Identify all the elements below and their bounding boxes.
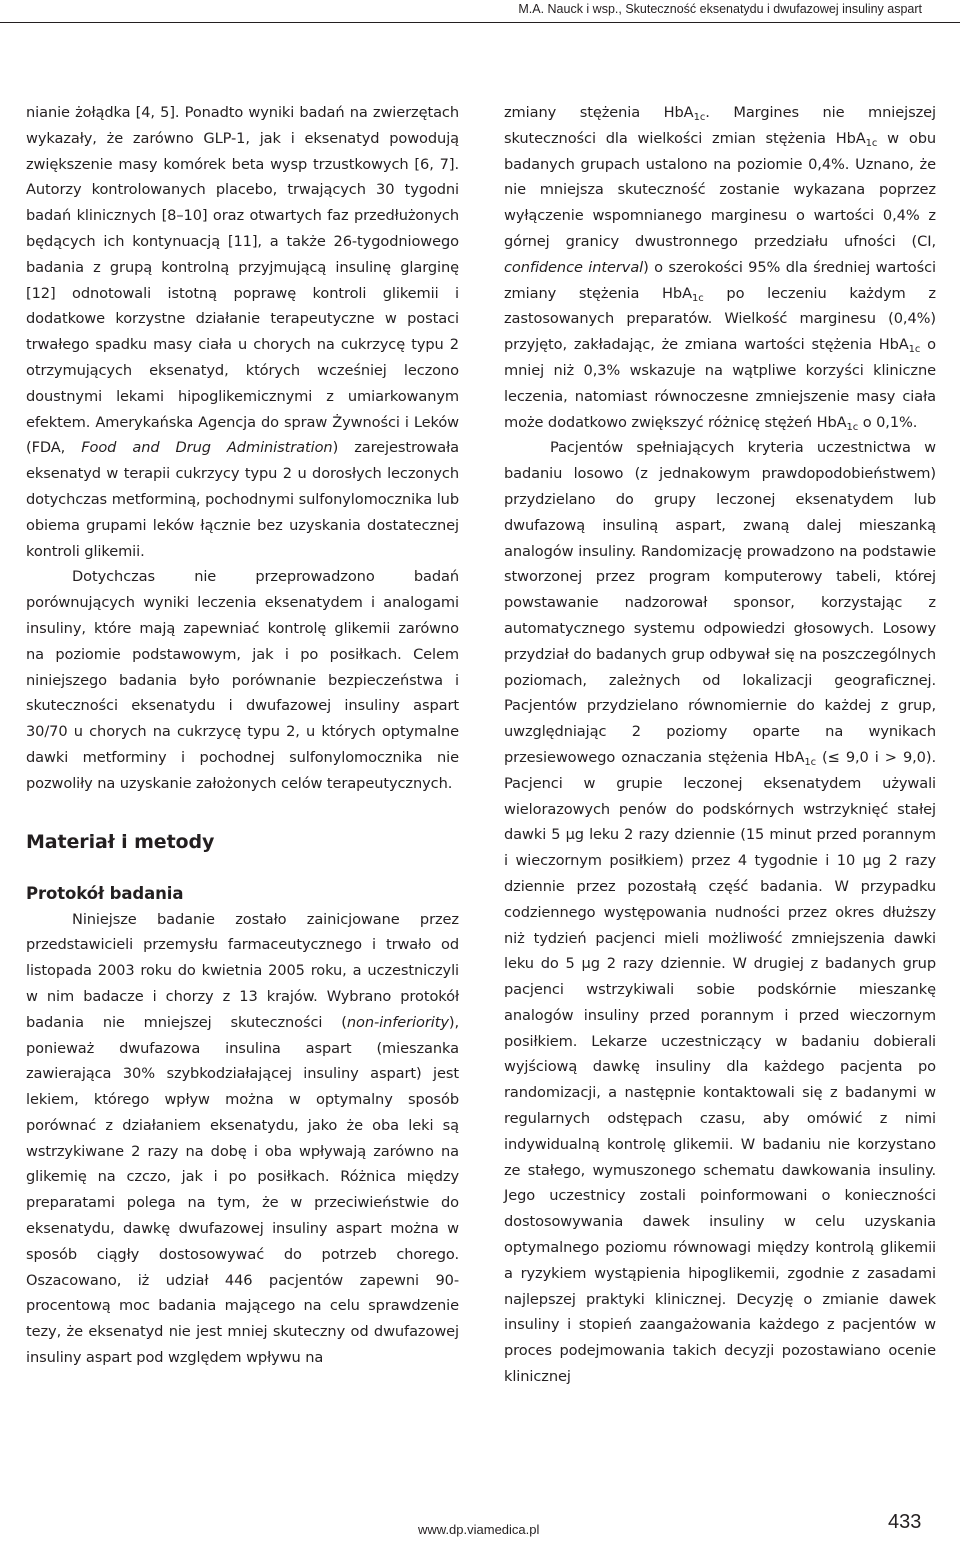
left-paragraph-2: Dotychczas nie przeprowadzono badań porównujących wyniki leczenia eksenatydem i analogami insuliny, które mają zapewniać kontrolę glikemii zarówno na poziomie podstawowym, jak i po posiłkach. Celem niniejszego badania było porównanie bezpieczeństwa i skuteczności eksenatydu i dwufazowej insuliny aspart 30/70 u chorych na cukrzycę typu 2, u których optymalne dawki metforminy i pochodnej sulfonylomocznika nie pozwoliły na uzyskanie założonych celów terapeutycznych. [26, 568, 459, 792]
text-run: Niniejsze badanie zostało zainicjowane przez przedstawicieli przemysłu farmaceutycznego i trwało od listopada 2003 roku do kwietnia 2005 roku, a uczestniczyli w nim badacze i chorzy z 13 krajów. Wybrano protokół badania nie mniejszej skuteczności ( [26, 910, 459, 1031]
text-run: . Margines nie mniejszej skuteczności dla wielkości zmian stężenia HbA [504, 104, 936, 147]
subscript: 1c [865, 137, 878, 149]
running-title: M.A. Nauck i wsp., Skuteczność eksenatydu i dwufazowej insuliny aspart [518, 2, 922, 16]
text-run: o mniej niż 0,3% wskazuje na wątpliwe korzyści kliniczne leczenia, natomiast równoczesne zmniejszenie masy ciała może dodatkowo zwiększyć różnicę stężeń HbA [504, 336, 936, 431]
text-run: nianie żołądka [4, 5]. Ponadto wyniki badań na zwierzętach wykazały, że zarówno GLP-1, jak i eksenatyd powodują zwiększenie masy komórek beta wysp trzustkowych [6, 7]. Autorzy kontrolowanych placebo, trwających 30 tygodni badań klinicznych [8–10] oraz otwartych faz przedłużonych będących ich kontynuacją [11], a także 26-tygodniowego badania z grupą kontrolną przyjmującą insulinę glarginę [12] odnotowali istotną poprawę kontroli glikemii i dodatkowe korzystne działanie terapeutyczne w postaci trwałego spadku masy ciała u chorych na cukrzycę typu 2 otrzymujących eksenatyd, których wcześniej leczono doustnymi lekami hipoglikemicznymi z umiarkowanym efektem. Amerykańska Agencja do spraw Żywności i Leków (FDA, [26, 104, 459, 457]
text-run: po leczeniu każdym z zastosowanych preparatów. Wielkość marginesu (0,4%) przyjęto, zakładając, że zmiana wartości stężenia HbA [504, 284, 936, 354]
subsection-heading: Protokół badania [26, 883, 184, 903]
text-run: Pacjentów spełniających kryteria uczestnictwa w badaniu losowo (z jednakowym prawdopodobieństwem) przydzielano do grupy leczonej eksenatydem lub dwufazową insuliną aspart, zwaną dalej mieszanką analogów insuliny. Randomizację prowadzono na podstawie stworzonej przez program komputerowy tabeli, której powstawanie nadzorował sponsor, korzystając z automatycznego systemu odpowiedzi głosowych. Losowy przydział do badanych grup odbywał się na poszczególnych poziomach, zależnych od lokalizacji geograficznej. Pacjentów przydzielano równomiernie do każdej z grup, uwzględniając 2 poziomy oparte na wynikach przesiewowego oznaczania stężenia HbA [504, 439, 936, 766]
text-run: (≤ 9,0 i > 9,0). Pacjenci w grupie leczonej eksenatydem używali wielorazowych penów do podskórnych wstrzyknięć stałej dawki 5 μg leku 2 razy dziennie (15 minut przed porannym i wieczornym posiłkiem) przez 4 tygodnie i 10 μg 2 razy dziennie przez pozostałą część badania. W przypadku codziennego występowania nudności przez okres dłuższy niż tydzień pacjenci mieli możliwość zmniejszenia dawki leku do 5 μg 2 razy dziennie. W drugiej z badanych grup pacjenci wstrzykiwali sobie podskórnie mieszankę analogów insuliny przed porannym i przed wieczornym posiłkiem. Lekarze uczestniczący w badaniu dobierali wyjściową dawkę insuliny dla każdego pacjenta po randomizacji, a następnie kontaktowali się z badanymi w regularnych odstępach czasu, aby omówić z nimi indywidualną kontrolę glikemii. W badaniu nie korzystano ze stałego, wymuszonego schematu dawkowania insuliny. Jego uczestnicy zostali poinformowani o konieczności dostosowywania dawek insuliny w celu uzyskania optymalnego poziomu równowagi między kontrolą glikemii a ryzykiem wystąpienia hipoglikemii, zgodnie z zasadami najlepszej praktyki klinicznej. Decyzję o zmianie dawek insuliny i stopień zaangażowania każdego z pacjentów w proces podejmowania takich decyzji pozostawiano ocenie klinicznej [504, 748, 936, 1386]
italic-term: non-inferiority [346, 1013, 449, 1031]
italic-term: Food and Drug Administration [81, 439, 333, 457]
section-heading: Materiał i metody [26, 830, 215, 853]
italic-term: confidence interval [504, 258, 644, 276]
subscript: 1c [691, 292, 704, 304]
text-run: w obu badanych grupach ustalono na poziomie 0,4%. Uznano, że nie mniejsza skuteczność zostanie wykazana poprzez wyłączenie wspomnianego marginesu o wartości 0,4% z górnej granicy dwustronnego przedziału ufności (CI, [504, 129, 937, 250]
page-number: 433 [888, 1511, 922, 1533]
right-paragraph-2 [504, 435, 936, 1389]
subscript: 1c [804, 756, 816, 768]
text-run: ) zarejestrowała eksenatyd w terapii cukrzycy typu 2 u dorosłych leczonych dotychczas metforminą, pochodnymi sulfonylomocznika lub obiema grupami leków łącznie bez uzyskania dostatecznej kontroli glikemii. [26, 439, 459, 560]
running-header [0, 0, 960, 22]
text-run: ), ponieważ dwufazowa insulina aspart (mieszanka zawierająca 30% szybkodziałającej insuliny aspart) jest lekiem, którego wpływ można w optymalny sposób porównać z działaniem eksenatydu, jako że oba leki są wstrzykiwane 2 razy na dobę i oba wpływają zarówno na glikemię na czczo, jak i po posiłkach. Różnica między preparatami polega na tym, że w przeciwieństwie do eksenatydu, dawkę dwufazowej insuliny aspart można w sposób ciągły dostosowywać do potrzeb chorego. Oszacowano, iż udział 446 pacjentów zapewni 90-procentową moc badania mającego na celu sprawdzenie tezy, że eksenatyd nie jest mniej skuteczny od dwufazowej insuliny aspart pod względem wpływu na [26, 1013, 459, 1367]
text-run: ) o szerokości 95% dla średniej wartości zmiany stężenia HbA [504, 258, 936, 302]
left-column [26, 100, 459, 1371]
subscript: 1c [908, 344, 921, 356]
subscript: 1c [846, 421, 859, 433]
journal-url: www.dp.viamedica.pl [418, 1522, 540, 1537]
right-column [504, 100, 936, 1390]
text-run: zmiany stężenia HbA [504, 104, 694, 121]
subscript: 1c [693, 112, 706, 123]
text-run: o 0,1%. [858, 413, 918, 431]
header-rule [0, 22, 960, 23]
left-paragraph-1 [26, 100, 459, 564]
right-paragraph-1 [504, 100, 936, 435]
left-paragraph-3 [26, 907, 459, 1371]
